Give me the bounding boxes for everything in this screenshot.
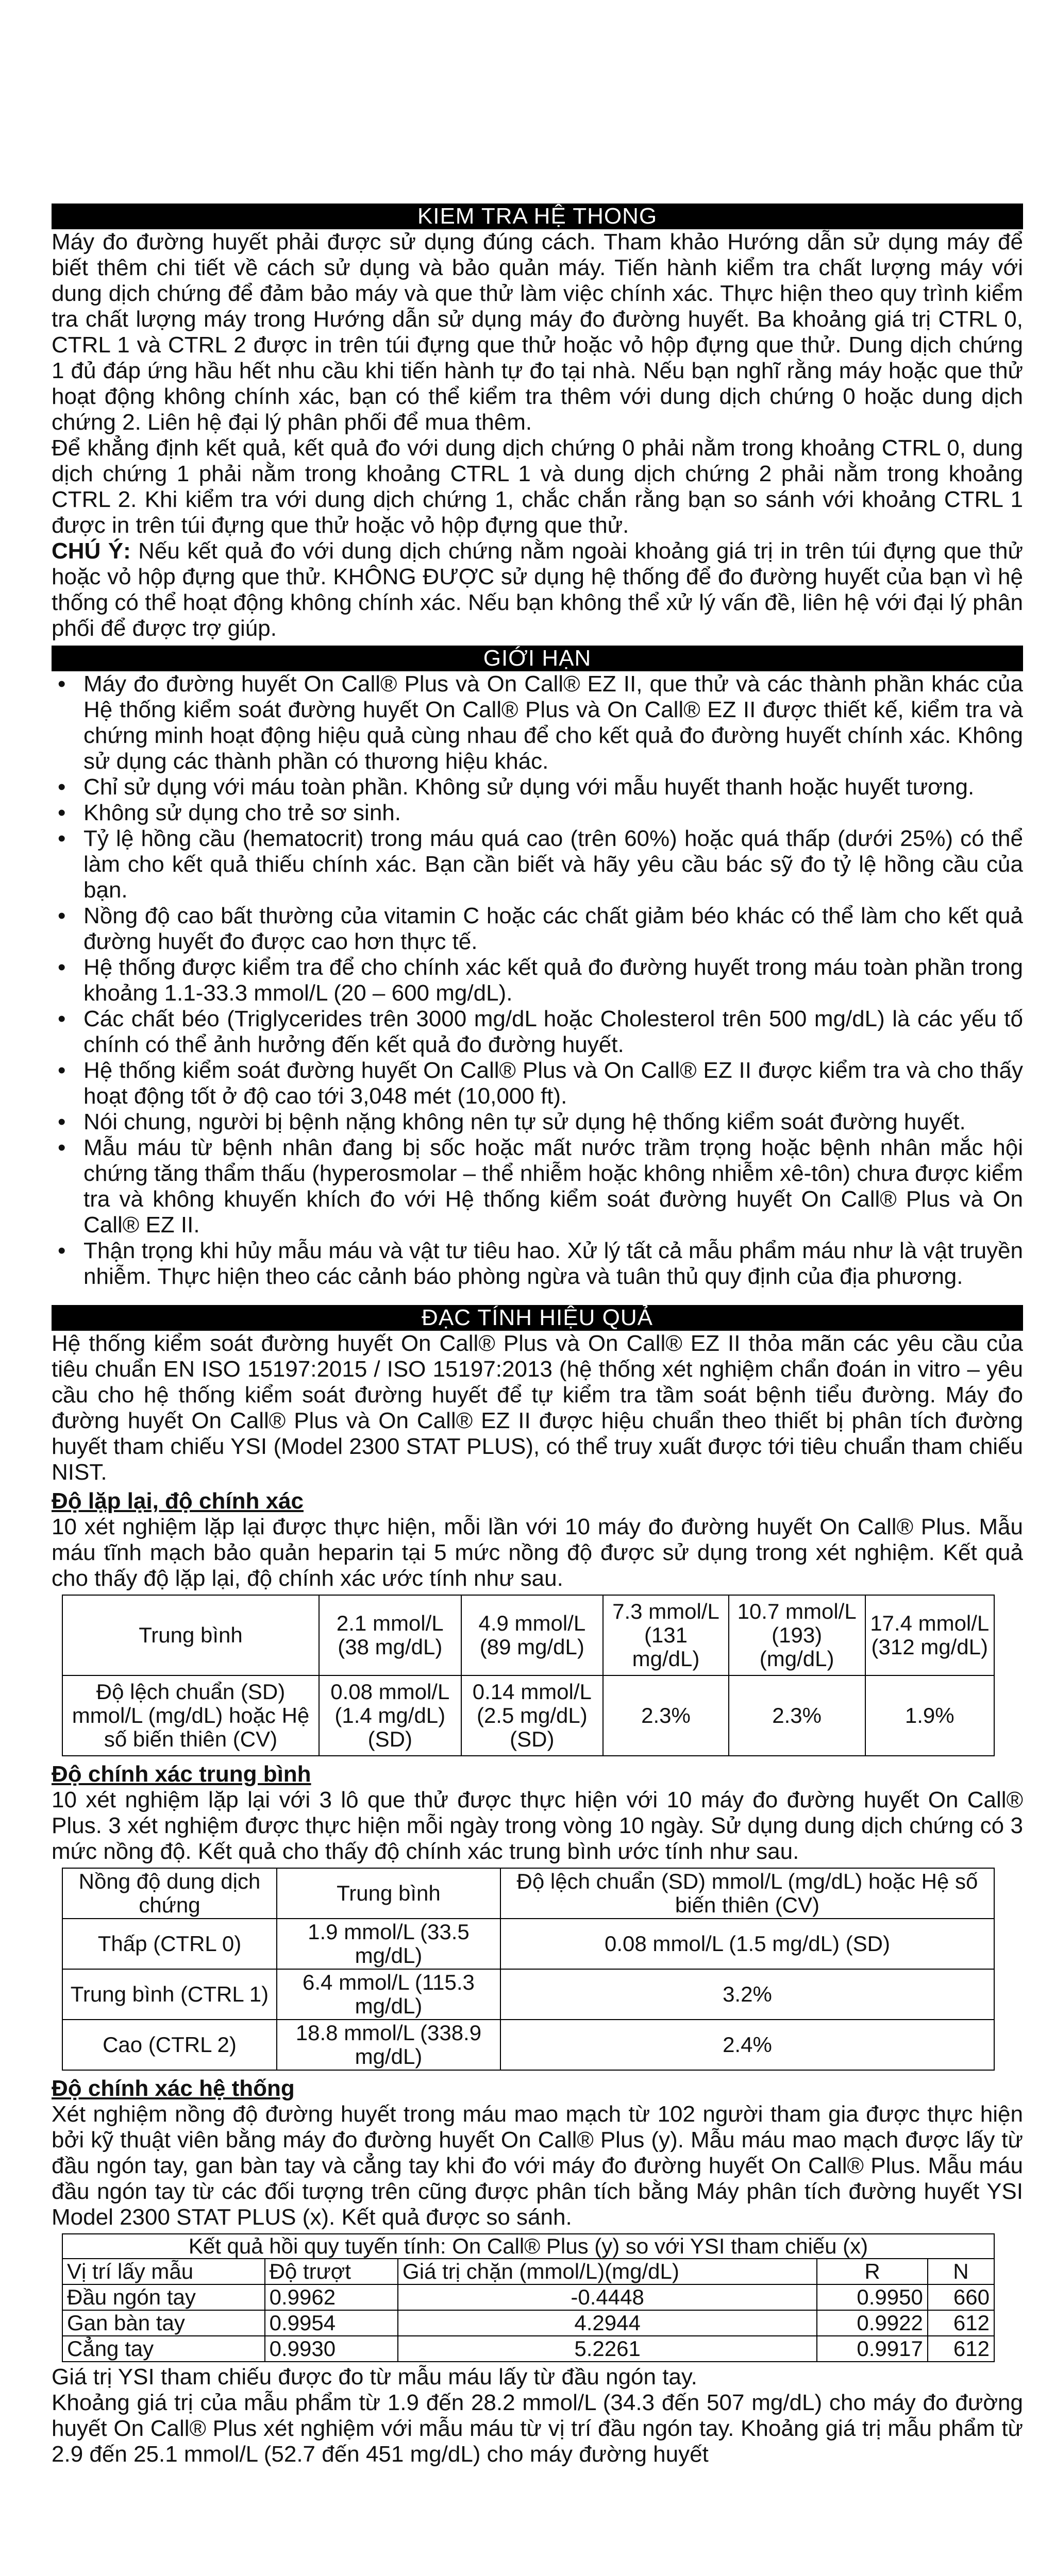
- table-cell: 0.14 mmol/L (2.5 mg/dL) (SD): [461, 1675, 604, 1756]
- table-row: [62, 1595, 994, 1675]
- table-cell: Độ lệch chuẩn (SD) mmol/L (mg/dL) hoặc Hệ số biến thiên (CV): [62, 1675, 319, 1756]
- table-row: [62, 2310, 994, 2336]
- table-cell: 0.9930: [265, 2336, 398, 2362]
- performance-intro: Hệ thống kiểm soát đường huyết On Call® Plus và On Call® EZ II thỏa mãn các yêu cầu của tiêu chuẩn EN ISO 15197:2015 / ISO 15197:2013 (hệ thống xét nghiệm chẩn đoán in vitro – yêu cầu cho hệ thống kiểm soát đường huyết để tự kiểm tra tầm soát bệnh tiểu đường. Máy đo đường huyết On Call® Plus và On Call® EZ II được hiệu chuẩn theo thiết bị phân tích đường huyết tham chiếu YSI (Model 2300 STAT PLUS), có thể truy xuất được tới tiêu chuẩn tham chiếu NIST.: [52, 1331, 1023, 1485]
- intermediate-precision-title: Độ chính xác trung bình: [52, 1761, 311, 1787]
- table-cell: 4.9 mmol/L (89 mg/dL): [461, 1595, 604, 1675]
- table-cell: 5.2261: [398, 2336, 817, 2362]
- table-cell: Đầu ngón tay: [62, 2284, 265, 2310]
- column-header: R: [817, 2259, 928, 2284]
- system-accuracy-table: [62, 2233, 995, 2362]
- repeatability-title: Độ lặp lại, độ chính xác: [52, 1488, 304, 1514]
- column-header: Độ lệch chuẩn (SD) mmol/L (mg/dL) hoặc Hệ số biến thiên (CV): [500, 1868, 994, 1919]
- table-cell: 0.08 mmol/L (1.4 mg/dL) (SD): [319, 1675, 461, 1756]
- intermediate-precision-text: 10 xét nghiệm lặp lại với 3 lô que thử được thực hiện với 10 máy đo đường huyết On Call® Plus. 3 xét nghiệm được thực hiện mỗi ngày trong vòng 10 ngày. Sử dụng dung dịch chứng có 3 mức nồng độ. Kết quả cho thấy độ chính xác trung bình ước tính như sau.: [52, 1787, 1023, 1864]
- table-cell: 6.4 mmol/L (115.3 mg/dL): [277, 1969, 500, 2020]
- table-cell: 17.4 mmol/L (312 mg/dL): [865, 1595, 995, 1675]
- table-cell: -0.4448: [398, 2284, 817, 2310]
- table-cell: 2.3%: [603, 1675, 729, 1756]
- repeatability-table: [62, 1595, 995, 1756]
- system-check-note: [52, 538, 1023, 641]
- table-row: [62, 2020, 994, 2070]
- table-cell: Thấp (CTRL 0): [62, 1919, 277, 1969]
- system-accuracy-text: Xét nghiệm nồng độ đường huyết trong máu mao mạch từ 102 người tham gia được thực hiện bởi kỹ thuật viên bằng máy đo đường huyết On Call® Plus (y). Mẫu máu mao mạch được lấy từ đầu ngón tay, gan bàn tay và cẳng tay khi đo với máy đo đường huyết On Call® Plus. Mẫu máu đầu ngón tay từ các đối tượng trên cũng được phân tích bằng Máy phân tích đường huyết YSI Model 2300 STAT PLUS (x). Kết quả được so sánh.: [52, 2102, 1023, 2230]
- system-check-paragraph-1: Máy đo đường huyết phải được sử dụng đúng cách. Tham khảo Hướng dẫn sử dụng máy để biết thêm chi tiết về cách sử dụng và bảo quản máy. Tiến hành kiểm tra chất lượng máy với dung dịch chứng để đảm bảo máy và que thử làm việc chính xác. Thực hiện theo quy trình kiểm tra chất lượng máy trong Hướng dẫn sử dụng máy đo đường huyết. Ba khoảng giá trị CTRL 0, CTRL 1 và CTRL 2 được in trên túi đựng que thử hoặc vỏ hộp đựng que thử. Dung dịch chứng 1 đủ đáp ứng hầu hết nhu cầu khi tiến hành tự đo tại nhà. Nếu bạn nghĩ rằng máy hoặc que thử hoạt động không chính xác, bạn có thể kiểm tra thêm với dung dịch chứng 0 hoặc dung dịch chứng 2. Liên hệ đại lý phân phối để mua thêm.: [52, 229, 1023, 435]
- note-text: Nếu kết quả đo với dung dịch chứng nằm ngoài khoảng giá trị in trên túi đựng que thử hoặc vỏ hộp đựng que thử. KHÔNG ĐƯỢC sử dụng hệ thống để đo đường huyết của bạn vì hệ thống có thể hoạt động không chính xác. Nếu bạn không thể xử lý vấn đề, liên hệ với đại lý phân phối để được trợ giúp.: [52, 538, 1023, 641]
- list-item: • Hệ thống kiểm soát đường huyết On Call® Plus và On Call® EZ II được kiểm tra và cho thấy hoạt động tốt ở độ cao tới 3,048 mét (10,000 ft).: [83, 1058, 1023, 1109]
- system-check-paragraph-2: Để khẳng định kết quả, kết quả đo với dung dịch chứng 0 phải nằm trong khoảng CTRL 0, dung dịch chứng 1 phải nằm trong khoảng CTRL 1 và dung dịch chứng 2 phải nằm trong khoảng CTRL 2. Khi kiểm tra với dung dịch chứng 1, chắc chắn rằng bạn so sánh với khoảng CTRL 1 được in trên túi đựng que thử hoặc vỏ hộp đựng que thử.: [52, 435, 1023, 538]
- table-row: [62, 1675, 994, 1756]
- column-header: Vị trí lấy mẫu: [62, 2259, 265, 2284]
- table-header-row: [62, 1868, 994, 1919]
- list-item: • Máy đo đường huyết On Call® Plus và On Call® EZ II, que thử và các thành phần khác của Hệ thống kiểm soát đường huyết On Call® Plus và On Call® EZ II được thiết kế, kiểm tra và chứng minh hoạt động hiệu quả cùng nhau để cho kết quả đo đường huyết chính xác. Không sử dụng các thành phần có thương hiệu khác.: [83, 671, 1023, 774]
- list-item: • Nồng độ cao bất thường của vitamin C hoặc các chất giảm béo khác có thể làm cho kết quả đường huyết đo được cao hơn thực tế.: [83, 903, 1023, 955]
- table-cell: 10.7 mmol/L (193) (mg/dL): [729, 1595, 865, 1675]
- table-cell: 0.9922: [817, 2310, 928, 2336]
- footer-note-2: Khoảng giá trị của mẫu phẩm từ 1.9 đến 28.2 mmol/L (34.3 đến 507 mg/dL) cho máy đo đường huyết On Call® Plus xét nghiệm với mẫu máu từ vị trí đầu ngón tay. Khoảng giá trị mẫu phẩm từ 2.9 đến 25.1 mmol/L (52.7 đến 451 mg/dL) cho máy đường huyết: [52, 2390, 1023, 2467]
- section-header-limitations: GIỚI HẠN: [52, 646, 1023, 671]
- table-row: [62, 2336, 994, 2362]
- column-header: Trung bình: [277, 1868, 500, 1919]
- list-item: • Các chất béo (Triglycerides trên 3000 mg/dL hoặc Cholesterol trên 500 mg/dL) là các yếu tố chính có thể ảnh hưởng đến kết quả đo đường huyết.: [83, 1006, 1023, 1058]
- column-header: Giá trị chặn (mmol/L)(mg/dL): [398, 2259, 817, 2284]
- table-cell: 0.9950: [817, 2284, 928, 2310]
- table-cell: 0.9962: [265, 2284, 398, 2310]
- document-sheet: [52, 204, 1023, 2467]
- table-row: [62, 2284, 994, 2310]
- limitations-list: [52, 671, 1023, 1290]
- table-cell: 0.08 mmol/L (1.5 mg/dL) (SD): [500, 1919, 994, 1969]
- list-item: • Tỷ lệ hồng cầu (hematocrit) trong máu quá cao (trên 60%) hoặc quá thấp (dưới 25%) có thể làm cho kết quả thiếu chính xác. Bạn cần biết và hãy yêu cầu bác sỹ đo tỷ lệ hồng cầu của bạn.: [83, 826, 1023, 903]
- table-cell: 612: [928, 2310, 994, 2336]
- section-header-system-check: KIEM TRA HỆ THONG: [52, 204, 1023, 229]
- column-header: Độ trượt: [265, 2259, 398, 2284]
- section-header-performance: ĐẠC TÍNH HIỆU QUẢ: [52, 1305, 1023, 1331]
- table-row: [62, 1919, 994, 1969]
- table-cell: 2.4%: [500, 2020, 994, 2070]
- list-item: • Không sử dụng cho trẻ sơ sinh.: [83, 800, 1023, 826]
- repeatability-text: 10 xét nghiệm lặp lại được thực hiện, mỗi lần với 10 máy đo đường huyết On Call® Plus. Mẫu máu tĩnh mạch bảo quản heparin tại 5 mức nồng độ được sử dụng trong xét nghiệm. Kết quả cho thấy độ lặp lại, độ chính xác ước tính như sau.: [52, 1514, 1023, 1591]
- table-cell: 0.9954: [265, 2310, 398, 2336]
- table-cell: 3.2%: [500, 1969, 994, 2020]
- list-item: • Thận trọng khi hủy mẫu máu và vật tư tiêu hao. Xử lý tất cả mẫu phẩm máu như là vật truyền nhiễm. Thực hiện theo các cảnh báo phòng ngừa và tuân thủ quy định của địa phương.: [83, 1238, 1023, 1290]
- table-cell: 660: [928, 2284, 994, 2310]
- list-item: • Hệ thống được kiểm tra để cho chính xác kết quả đo đường huyết trong máu toàn phần trong khoảng 1.1-33.3 mmol/L (20 – 600 mg/dL).: [83, 955, 1023, 1006]
- table-cell: 18.8 mmol/L (338.9 mg/dL): [277, 2020, 500, 2070]
- column-header: N: [928, 2259, 994, 2284]
- system-accuracy-title: Độ chính xác hệ thống: [52, 2076, 295, 2101]
- table-cell: 1.9 mmol/L (33.5 mg/dL): [277, 1919, 500, 1969]
- table-cell: 0.9917: [817, 2336, 928, 2362]
- footer-note-1: Giá trị YSI tham chiếu được đo từ mẫu máu lấy từ đầu ngón tay.: [52, 2364, 697, 2389]
- list-item: • Nói chung, người bị bệnh nặng không nên tự sử dụng hệ thống kiểm soát đường huyết.: [83, 1109, 1023, 1135]
- table-cell: Cẳng tay: [62, 2336, 265, 2362]
- table-cell: Cao (CTRL 2): [62, 2020, 277, 2070]
- column-header: Nồng độ dung dịch chứng: [62, 1868, 277, 1919]
- table-cell: 612: [928, 2336, 994, 2362]
- table-cell: 4.2944: [398, 2310, 817, 2336]
- intermediate-precision-table: [62, 1868, 995, 2071]
- table-cell: Trung bình (CTRL 1): [62, 1969, 277, 2020]
- table-cell: Gan bàn tay: [62, 2310, 265, 2336]
- table-row: [62, 1969, 994, 2020]
- table-cell: 2.1 mmol/L (38 mg/dL): [319, 1595, 461, 1675]
- table-cell: 2.3%: [729, 1675, 865, 1756]
- list-item: • Chỉ sử dụng với máu toàn phần. Không sử dụng với mẫu huyết thanh hoặc huyết tương.: [83, 774, 1023, 800]
- list-item: • Mẫu máu từ bệnh nhân đang bị sốc hoặc mất nước trầm trọng hoặc bệnh nhân mắc hội chứng tăng thẩm thấu (hyperosmolar – thể nhiễm hoặc không nhiễm xê-tôn) chưa được kiểm tra và không khuyến khích đo với Hệ thống kiểm soát đường huyết On Call® Plus và On Call® EZ II.: [83, 1135, 1023, 1238]
- table-cell: 7.3 mmol/L (131 mg/dL): [603, 1595, 729, 1675]
- table-cell: 1.9%: [865, 1675, 995, 1756]
- note-label: CHÚ Ý:: [52, 538, 131, 564]
- table-header-row: [62, 2259, 994, 2284]
- table-cell: Trung bình: [62, 1595, 319, 1675]
- table-caption: Kết quả hồi quy tuyến tính: On Call® Plus (y) so với YSI tham chiếu (x): [62, 2233, 995, 2258]
